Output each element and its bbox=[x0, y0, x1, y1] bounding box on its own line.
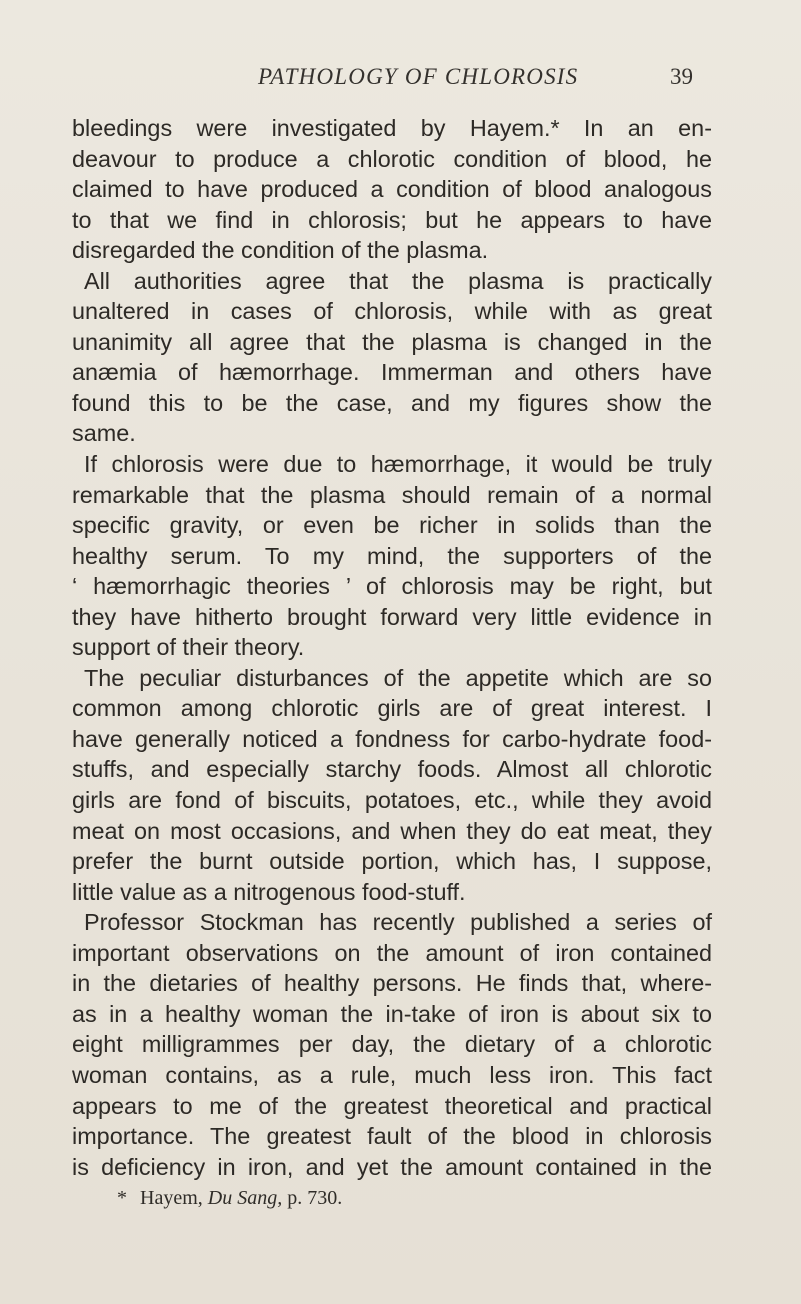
text-line-7: unaltered in cases of chlorosis, while with as great bbox=[72, 298, 712, 325]
text-line-19: The peculiar disturbances of the appetite which are so bbox=[84, 664, 712, 691]
text-line-15: healthy serum. To my mind, the supporters of the bbox=[72, 542, 712, 569]
text-line-2: deavour to produce a chlorotic condition of blood, he bbox=[72, 145, 712, 172]
running-title: PATHOLOGY OF CHLOROSIS bbox=[258, 64, 579, 89]
text-line-11: same. bbox=[72, 420, 136, 447]
text-line-17: they have hitherto brought forward very little evidence in bbox=[72, 603, 712, 630]
text-line-1: bleedings were investigated by Hayem.* In an en- bbox=[72, 115, 712, 141]
text-line-3: claimed to have produced a condition of blood analogous bbox=[72, 176, 712, 203]
text-line-4: to that we find in chlorosis; but he appears to have bbox=[72, 206, 712, 233]
text-line-24: meat on most occasions, and when they do eat meat, they bbox=[72, 817, 712, 844]
text-line-20: common among chlorotic girls are of great interest. I bbox=[72, 695, 712, 722]
footnote bbox=[117, 1187, 717, 1210]
text-line-8: unanimity all agree that the plasma is changed in the bbox=[72, 328, 712, 355]
text-line-31: eight milligrammes per day, the dietary of a chlorotic bbox=[72, 1031, 712, 1058]
text-line-22: stuffs, and especially starchy foods. Almost all chlorotic bbox=[72, 756, 712, 783]
text-line-16: ‘ hæmorrhagic theories ’ of chlorosis may be right, but bbox=[72, 573, 712, 600]
page-number: 39 bbox=[670, 64, 693, 89]
text-line-35: is deficiency in iron, and yet the amount contained in the bbox=[72, 1153, 712, 1180]
text-line-28: important observations on the amount of iron contained bbox=[72, 939, 712, 966]
text-line-26: little value as a nitrogenous food-stuff. bbox=[72, 878, 466, 905]
text-line-32: woman contains, as a rule, much less iron. This fact bbox=[72, 1061, 712, 1088]
footnote-page: p. 730. bbox=[287, 1187, 343, 1209]
text-line-21: have generally noticed a fondness for carbo-hydrate food- bbox=[72, 725, 712, 752]
text-line-6: All authorities agree that the plasma is practically bbox=[84, 267, 712, 294]
text-line-13: remarkable that the plasma should remain of a normal bbox=[72, 481, 712, 508]
text-line-9: anæmia of hæmorrhage. Immerman and others have bbox=[72, 359, 712, 386]
text-line-25: prefer the burnt outside portion, which has, I suppose, bbox=[72, 848, 712, 875]
text-line-29: in the dietaries of healthy persons. He finds that, where- bbox=[72, 970, 712, 997]
text-line-18: support of their theory. bbox=[72, 634, 305, 661]
text-line-23: girls are fond of biscuits, potatoes, etc., while they avoid bbox=[72, 787, 712, 814]
text-line-27: Professor Stockman has recently published a series of bbox=[84, 909, 712, 936]
running-head bbox=[0, 64, 801, 98]
text-line-34: importance. The greatest fault of the blood in chlorosis bbox=[72, 1123, 712, 1150]
text-line-14: specific gravity, or even be richer in solids than the bbox=[72, 512, 712, 539]
footnote-marker: * bbox=[117, 1187, 127, 1209]
text-line-10: found this to be the case, and my figures show the bbox=[72, 389, 712, 416]
footnote-author: Hayem, bbox=[140, 1187, 203, 1209]
text-line-30: as in a healthy woman the in-take of iron is about six to bbox=[72, 1000, 712, 1027]
text-line-5: disregarded the condition of the plasma. bbox=[72, 237, 489, 264]
text-line-33: appears to me of the greatest theoretical and practical bbox=[72, 1092, 712, 1119]
footnote-title: Du Sang, bbox=[207, 1187, 283, 1209]
body-text bbox=[72, 113, 712, 1182]
text-line-12: If chlorosis were due to hæmorrhage, it would be truly bbox=[84, 451, 712, 478]
